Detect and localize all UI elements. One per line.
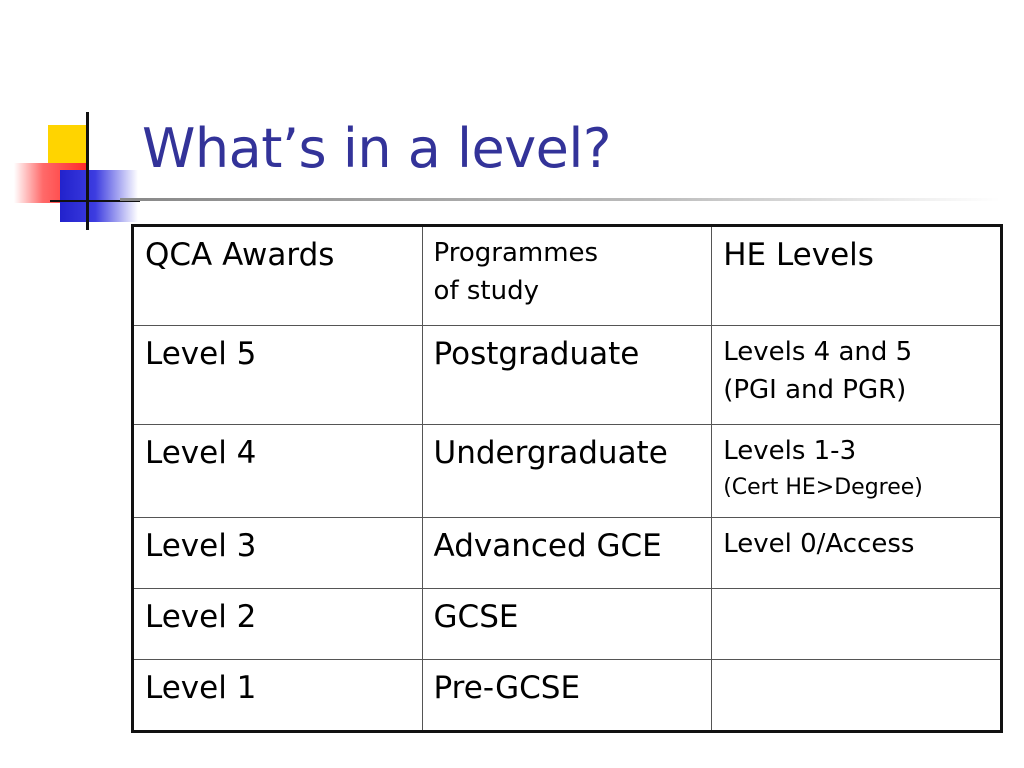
table-row — [133, 425, 1002, 518]
cell-programme — [422, 326, 712, 425]
header-he-levels-label: HE Levels — [723, 237, 874, 273]
header-qca-awards-label: QCA Awards — [145, 237, 335, 273]
cell-programme-text: Undergraduate — [433, 435, 668, 471]
table-row — [133, 518, 1002, 589]
cell-he-line1: Levels 1-3 — [723, 436, 857, 466]
slide-title: What’s in a level? — [142, 117, 612, 180]
cell-he — [712, 518, 1002, 589]
blue-gradient-bar — [60, 170, 138, 222]
table-row — [133, 660, 1002, 732]
cell-he-line1: Level 0/Access — [723, 529, 915, 559]
header-qca-awards — [133, 226, 423, 326]
header-programmes-line2: of study — [433, 275, 539, 306]
table-header-row — [133, 226, 1002, 326]
cell-he — [712, 326, 1002, 425]
cell-qca-text: Level 1 — [145, 670, 257, 706]
cell-he — [712, 660, 1002, 732]
cell-programme-text: Pre-GCSE — [433, 670, 581, 706]
title-underline — [120, 198, 1000, 201]
cell-programme-text: Postgraduate — [433, 336, 640, 372]
cell-he-line1: Levels 4 and 5 — [723, 337, 913, 367]
cell-programme — [422, 518, 712, 589]
cell-programme-text: GCSE — [433, 599, 519, 635]
cell-he — [712, 589, 1002, 660]
cell-qca-text: Level 2 — [145, 599, 257, 635]
header-programmes-line1: Programmes — [433, 238, 599, 268]
cell-he — [712, 425, 1002, 518]
cell-qca-text: Level 4 — [145, 435, 257, 471]
cell-qca-text: Level 5 — [145, 336, 257, 372]
cell-he-line2: (Cert HE>Degree) — [723, 474, 923, 500]
cell-he-line2: (PGI and PGR) — [723, 374, 907, 405]
cell-programme-text: Advanced GCE — [433, 528, 662, 564]
vertical-rule — [86, 112, 89, 230]
header-he-levels — [712, 226, 1002, 326]
cell-qca-text: Level 3 — [145, 528, 257, 564]
cell-programme — [422, 660, 712, 732]
cell-programme — [422, 425, 712, 518]
cell-qca — [133, 518, 423, 589]
levels-table — [131, 224, 1003, 733]
decorative-logo-graphic — [0, 0, 140, 240]
cell-qca — [133, 326, 423, 425]
table-row — [133, 589, 1002, 660]
table-row — [133, 326, 1002, 425]
cell-qca — [133, 425, 423, 518]
cell-qca — [133, 589, 423, 660]
cell-programme — [422, 589, 712, 660]
cell-qca — [133, 660, 423, 732]
header-programmes — [422, 226, 712, 326]
